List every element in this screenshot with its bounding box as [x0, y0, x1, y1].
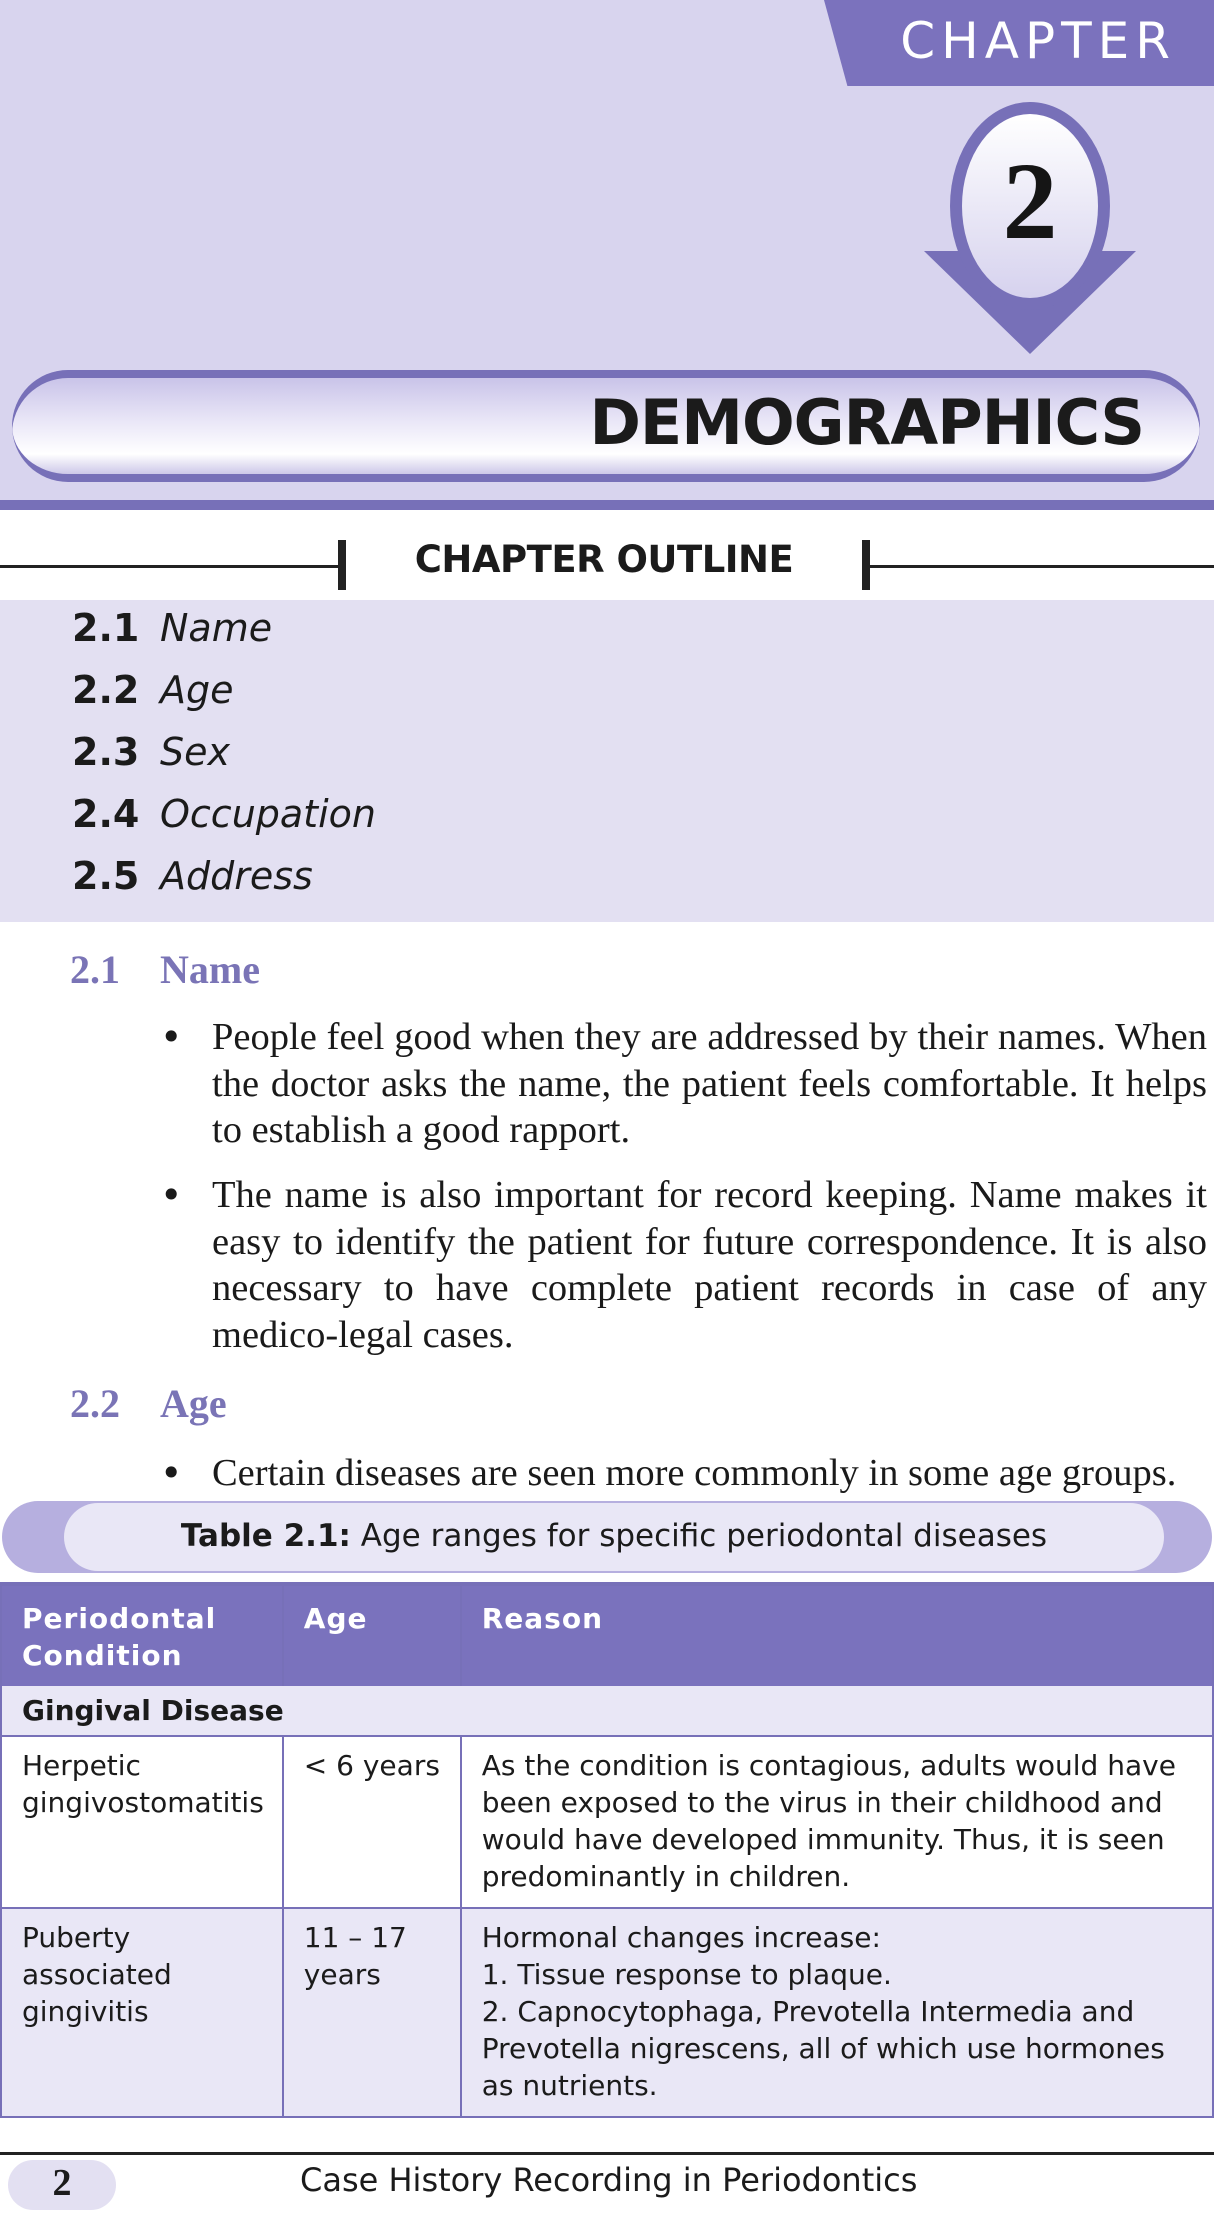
table-row [1, 1908, 1213, 2117]
section-number: 2.2 [70, 1381, 120, 1426]
column-header-reason: Reason [461, 1586, 1213, 1686]
reason-line: 2. Capnocytophaga, Prevotella Intermedia and Prevotella nigrescens, all of which use hormones as nutrients. [481, 1995, 1165, 2102]
outline-item-number: 2.2 [72, 668, 140, 712]
table-cell-condition: Herpetic gingivostomatitis [1, 1736, 283, 1908]
reason-line: 1. Tissue response to plaque. [481, 1958, 892, 1991]
outline-item [72, 730, 230, 774]
running-title: Case History Recording in Periodontics [300, 2161, 918, 2199]
table-caption-text: Age ranges for specific periodontal diseases [360, 1518, 1048, 1554]
outline-item-label: Age [160, 668, 234, 712]
outline-item [72, 792, 376, 836]
outline-item-label: Occupation [160, 792, 376, 836]
page-number: 2 [52, 2162, 72, 2204]
outline-item-label: Sex [160, 730, 230, 774]
column-header-age: Age [283, 1586, 461, 1686]
table-caption-label: Table 2.1: [180, 1518, 351, 1554]
chapter-number: 2 [1002, 140, 1058, 262]
table-cell-reason: As the condition is contagious, adults would have been exposed to the virus in their childhood and would have developed immunity. Thus, it is seen predominantly in children. [461, 1736, 1213, 1908]
outline-item-number: 2.3 [72, 730, 140, 774]
outline-item-number: 2.4 [72, 792, 140, 836]
bullet-text: People feel good when they are addressed by their names. When the doctor asks the name, the patient feels comfortable. It helps to establish a good rapport. [212, 1016, 1207, 1151]
outline-item-label: Name [160, 606, 273, 650]
table-cell-reason [461, 1908, 1213, 2117]
table-cell-condition: Puberty associated gingivitis [1, 1908, 283, 2117]
outline-item [72, 854, 313, 898]
outline-tick-right [862, 540, 870, 590]
outline-tick-left [338, 540, 346, 590]
outline-item [72, 606, 272, 650]
bullet-text: The name is also important for record keeping. Name makes it easy to identify the patient for future correspondence. It is also necessary to have complete patient records in case of any medico-legal cases. [212, 1174, 1207, 1356]
section-number: 2.1 [70, 947, 120, 992]
bullet-icon: • [160, 1015, 183, 1059]
section-title: Age [160, 1381, 227, 1426]
chapter-label: CHAPTER [900, 12, 1176, 70]
outline-heading: CHAPTER OUTLINE [414, 538, 794, 581]
table-group-label: Gingival Disease [1, 1686, 1213, 1736]
table-caption [64, 1518, 1164, 1554]
outline-rule-left [0, 565, 345, 568]
reason-line: Hormonal changes increase: [481, 1921, 881, 1954]
outline-item [72, 668, 234, 712]
table-header-row [1, 1586, 1213, 1686]
section-title: Name [160, 947, 260, 992]
bullet-icon: • [160, 1451, 183, 1495]
column-header-condition: Periodontal Condition [1, 1586, 283, 1686]
bullet-icon: • [160, 1173, 183, 1217]
outline-item-label: Address [160, 854, 313, 898]
table-group-row [1, 1686, 1213, 1736]
outline-item-number: 2.1 [72, 606, 140, 650]
table-cell-age: 11 – 17 years [283, 1908, 461, 2117]
outline-item-number: 2.5 [72, 854, 140, 898]
section-heading-name [70, 946, 260, 993]
table-cell-age: < 6 years [283, 1736, 461, 1908]
age-ranges-table [0, 1586, 1214, 2118]
table-row [1, 1736, 1213, 1908]
outline-rule-right [862, 565, 1214, 568]
outline-box [0, 600, 1214, 922]
bullet-text: Certain diseases are seen more commonly in some age groups. [212, 1452, 1177, 1494]
footer-rule [0, 2152, 1214, 2155]
header-rule [0, 500, 1214, 510]
section-heading-age [70, 1380, 227, 1427]
chapter-title: DEMOGRAPHICS [589, 386, 1144, 459]
